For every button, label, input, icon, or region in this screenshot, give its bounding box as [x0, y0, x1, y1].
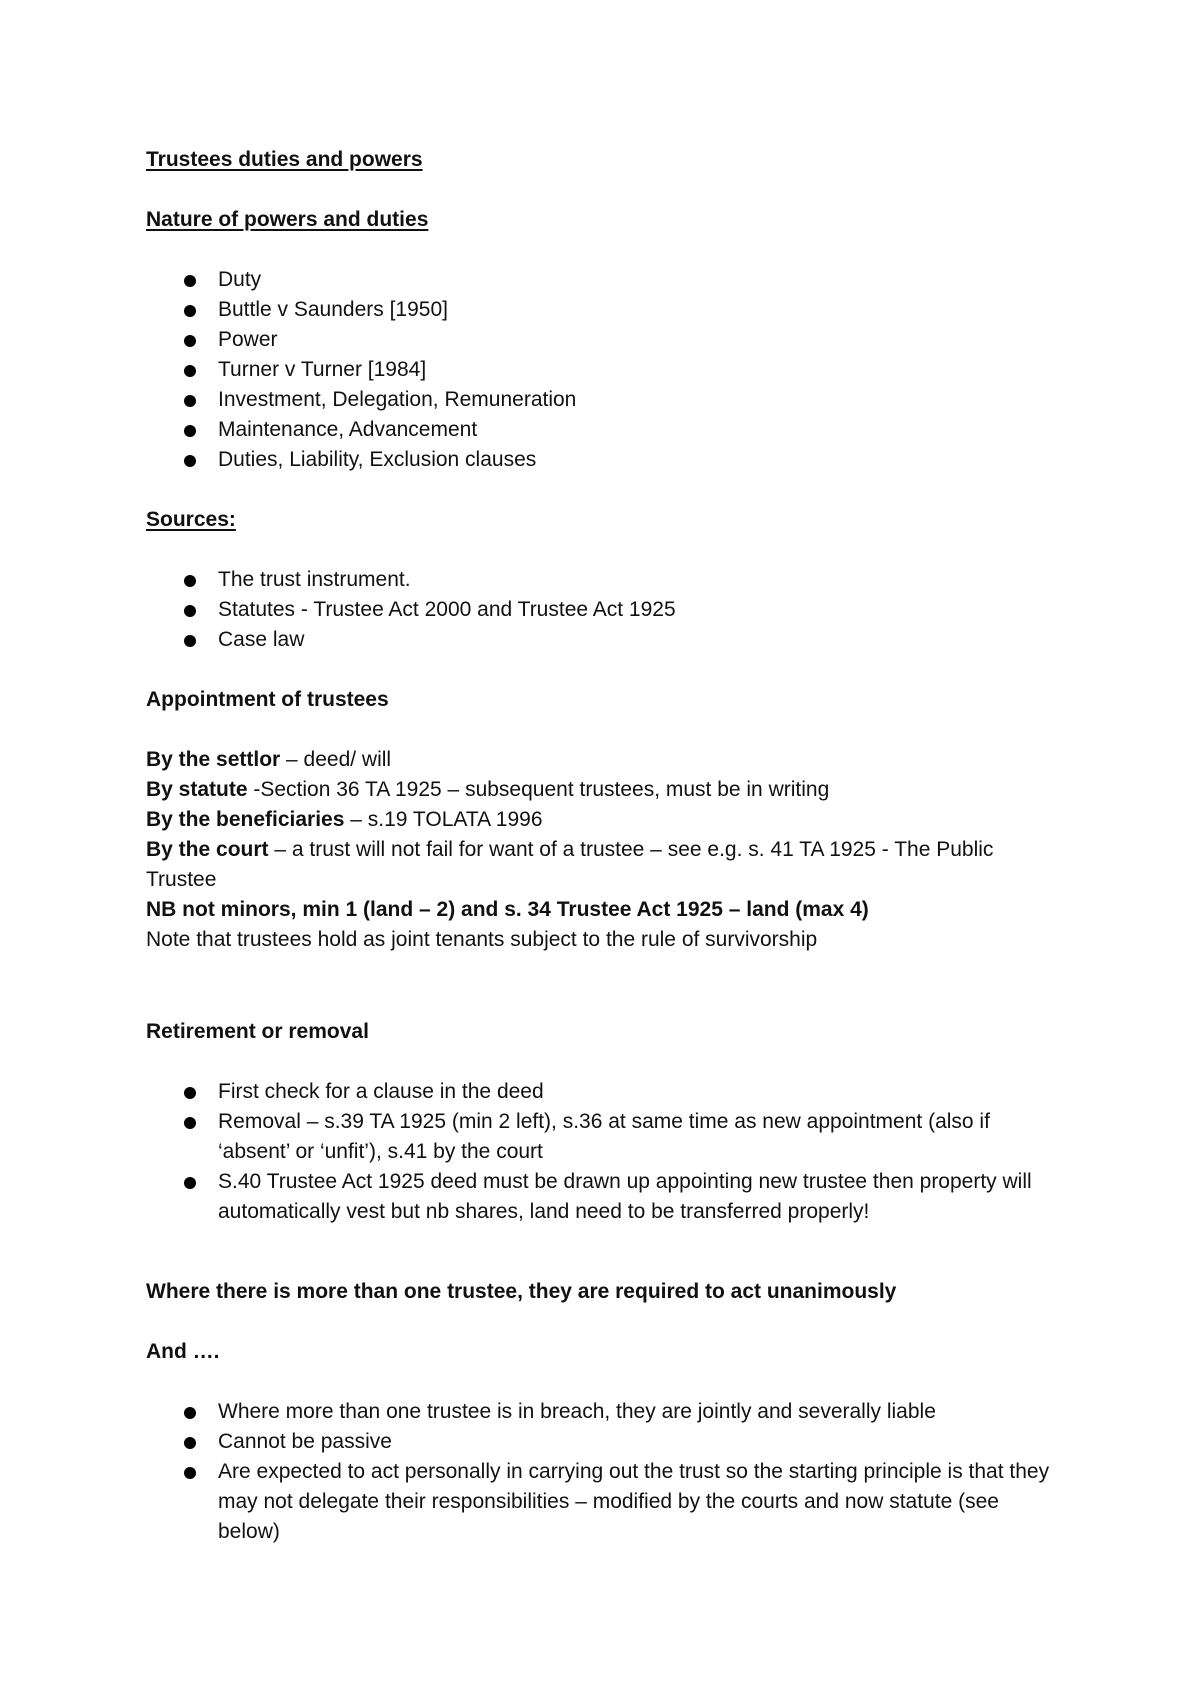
- bullet-icon: [184, 305, 196, 317]
- retirement-list: [146, 1077, 1066, 1227]
- bullet-icon: [184, 1087, 196, 1099]
- bullet-icon: [184, 1177, 196, 1189]
- bullet-icon: [184, 335, 196, 347]
- sources-list: [146, 565, 1066, 655]
- document-body: [146, 145, 1066, 1547]
- list-item: Case law: [146, 625, 1066, 655]
- bullet-icon: [184, 365, 196, 377]
- list-item: Investment, Delegation, Remuneration: [146, 385, 1066, 415]
- retirement-heading: Retirement or removal: [146, 1020, 369, 1043]
- bullet-icon: [184, 1467, 196, 1479]
- list-item: Maintenance, Advancement: [146, 415, 1066, 445]
- appointment-statute-line: By statute -Section 36 TA 1925 – subsequent trustees, must be in writing: [146, 778, 830, 801]
- and-list: [146, 1397, 1066, 1547]
- bullet-icon: [184, 1117, 196, 1129]
- bullet-icon: [184, 1437, 196, 1449]
- list-item: Are expected to act personally in carrying out the trust so the starting principle is that they may not delegate their responsibilities – modified by the courts and now statute (see below): [146, 1457, 1066, 1547]
- and-heading: And ….: [146, 1340, 220, 1363]
- appointment-settlor-line: By the settlor – deed/ will: [146, 748, 392, 771]
- list-item: S.40 Trustee Act 1925 deed must be drawn up appointing new trustee then property will automatically vest but nb shares, land need to be transferred properly!: [146, 1167, 1066, 1227]
- appointment-beneficiaries-line: By the beneficiaries – s.19 TOLATA 1996: [146, 808, 543, 831]
- list-item: First check for a clause in the deed: [146, 1077, 1066, 1107]
- nature-list: [146, 265, 1066, 475]
- list-item: Duties, Liability, Exclusion clauses: [146, 445, 1066, 475]
- bullet-icon: [184, 395, 196, 407]
- list-item: Cannot be passive: [146, 1427, 1066, 1457]
- nature-heading: Nature of powers and duties: [146, 208, 429, 231]
- list-item: Turner v Turner [1984]: [146, 355, 1066, 385]
- list-item: Statutes - Trustee Act 2000 and Trustee Act 1925: [146, 595, 1066, 625]
- appointment-nb-line: NB not minors, min 1 (land – 2) and s. 34 Trustee Act 1925 – land (max 4): [146, 898, 869, 921]
- list-item: The trust instrument.: [146, 565, 1066, 595]
- bullet-icon: [184, 575, 196, 587]
- bullet-icon: [184, 275, 196, 287]
- unanimous-heading: Where there is more than one trustee, they are required to act unanimously: [146, 1280, 897, 1303]
- document-title: Trustees duties and powers: [146, 148, 423, 171]
- appointment-heading: Appointment of trustees: [146, 688, 389, 711]
- list-item: Where more than one trustee is in breach, they are jointly and severally liable: [146, 1397, 1066, 1427]
- list-item: Buttle v Saunders [1950]: [146, 295, 1066, 325]
- list-item: Duty: [146, 265, 1066, 295]
- bullet-icon: [184, 635, 196, 647]
- bullet-icon: [184, 455, 196, 467]
- list-item: Power: [146, 325, 1066, 355]
- sources-heading: Sources:: [146, 508, 236, 531]
- bullet-icon: [184, 1407, 196, 1419]
- appointment-note-line: Note that trustees hold as joint tenants subject to the rule of survivorship: [146, 928, 818, 951]
- bullet-icon: [184, 605, 196, 617]
- bullet-icon: [184, 425, 196, 437]
- appointment-court-line: By the court – a trust will not fail for want of a trustee – see e.g. s. 41 TA 1925 - The Public Trustee: [146, 838, 994, 891]
- list-item: Removal – s.39 TA 1925 (min 2 left), s.36 at same time as new appointment (also if ‘absent’ or ‘unfit’), s.41 by the court: [146, 1107, 1066, 1167]
